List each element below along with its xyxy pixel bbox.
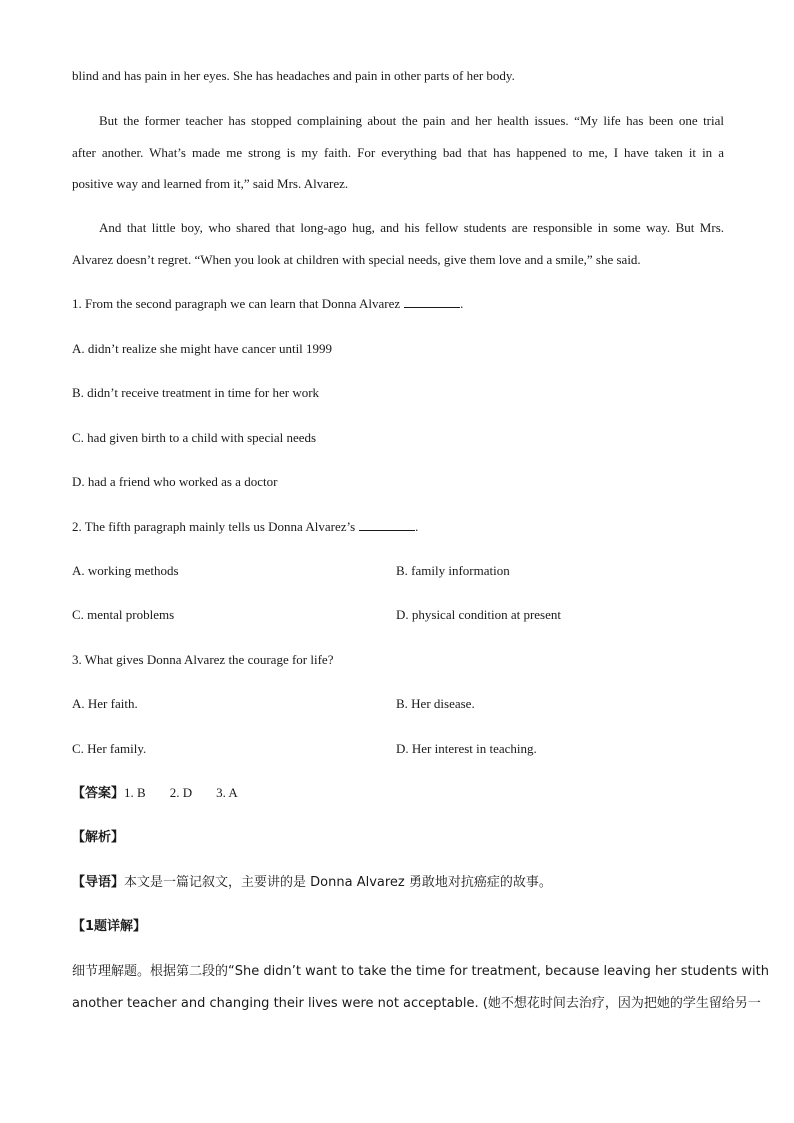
passage-paragraph-2-line-2: after another. What’s made me strong is my faith. For everything bad that has happened to me, I have taken it in a [72,145,724,160]
question-2-blank [359,517,415,531]
passage-paragraph-3-line-1: And that little boy, who shared that long-ago hug, and his fellow students are responsible in some way. But Mrs. [99,220,724,235]
question-1-detail-heading: 【1题详解】 [72,919,147,934]
detail-line-2 [72,993,761,1014]
question-2-stem [72,517,724,537]
question-2-option-b: B. family information [396,563,510,578]
answer-label: 【答案】 [72,786,125,801]
guide-text: 本文是一篇记叙文，主要讲的是 Donna Alvarez 勇敢地对抗癌症的故事。 [124,875,552,890]
question-1-option-c: C. had given birth to a child with special needs [72,430,317,445]
question-1-option-a: A. didn’t realize she might have cancer until 1999 [72,341,333,356]
guide-label: 【导语】 [72,875,125,890]
guide-line [72,872,724,893]
question-2-option-c: C. mental problems [72,607,175,622]
detail-line-2-text: another teacher and changing their lives were not acceptable. (她不想花时间去治疗，因为把她的学生留给另一 [72,996,761,1011]
question-2-option-d: D. physical condition at present [396,607,561,622]
question-3-option-d: D. Her interest in teaching. [396,741,537,756]
question-2-period: . [415,519,419,534]
answer-line [72,783,724,804]
answer-item-1: 1. B [124,785,146,800]
question-1-text: 1. From the second paragraph we can learn that Donna Alvarez [72,296,401,311]
question-3-option-b: B. Her disease. [396,696,475,711]
analysis-heading: 【解析】 [72,830,125,845]
question-3-stem: 3. What gives Donna Alvarez the courage for life? [72,652,334,667]
question-1-period: . [460,296,464,311]
passage-paragraph-2-line-3: positive way and learned from it,” said Mrs. Alvarez. [72,176,349,191]
question-3-option-c: C. Her family. [72,741,147,756]
question-2-option-a: A. working methods [72,563,179,578]
answer-item-2: 2. D [169,785,193,800]
answer-item-3: 3. A [216,785,238,800]
question-1-option-d: D. had a friend who worked as a doctor [72,474,278,489]
question-1-stem [72,294,724,314]
question-3-option-a: A. Her faith. [72,696,138,711]
question-1-blank [404,294,460,308]
question-2-text: 2. The fifth paragraph mainly tells us Donna Alvarez’s [72,519,356,534]
passage-paragraph-1-last-line: blind and has pain in her eyes. She has headaches and pain in other parts of her body. [72,68,515,83]
question-1-option-b: B. didn’t receive treatment in time for her work [72,385,320,400]
detail-line-1-text: 细节理解题。根据第二段的“She didn’t want to take the time for treatment, because leaving her students with [72,964,769,979]
passage-paragraph-2-line-1: But the former teacher has stopped complaining about the pain and her health issues. “My life has been one trial [99,113,724,128]
passage-paragraph-3-line-2: Alvarez doesn’t regret. “When you look at children with special needs, give them love and a smile,” she said. [72,252,641,267]
detail-line-1 [72,961,769,982]
